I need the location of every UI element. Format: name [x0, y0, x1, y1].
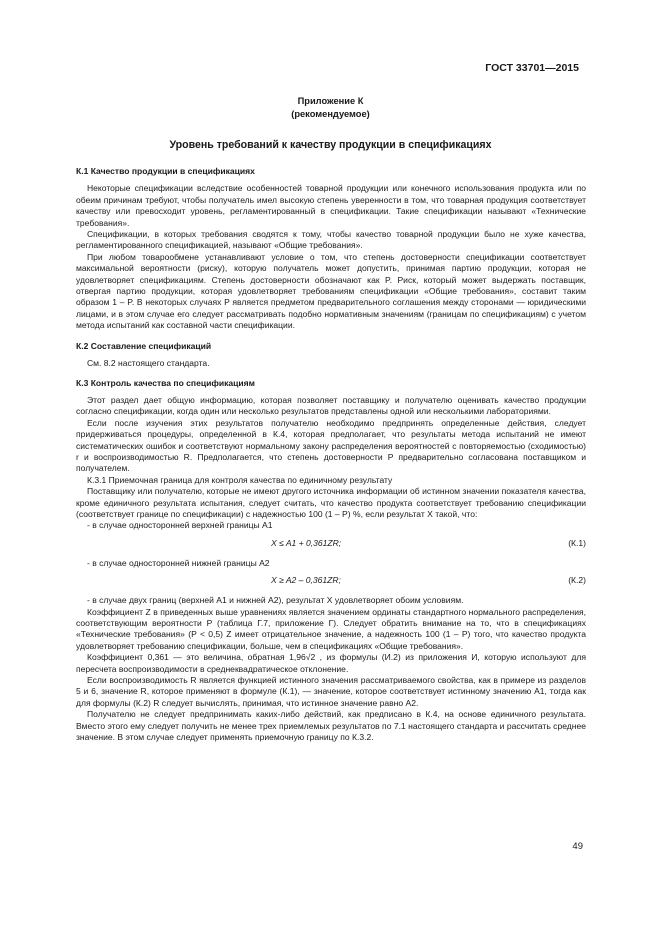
formula-expression: X ≥ A2 – 0,361ZR;	[271, 575, 341, 586]
paragraph: - в случае двух границ (верхней A1 и нижней A2), результат X удовлетворяет обоим условиям.	[87, 595, 464, 606]
section-heading-k3: К.3 Контроль качества по спецификациям	[76, 377, 255, 388]
appendix-heading	[0, 95, 661, 121]
document-body	[76, 166, 586, 743]
formula-number: (К.1)	[568, 537, 586, 548]
paragraph: Этот раздел дает общую информацию, которая позволяет поставщику и получателю оценивать качество продукции согласно спецификации, когда один или несколько результатов представлены одной или несколькими лабораториями.	[76, 394, 586, 417]
paragraph: См. 8.2 настоящего стандарта.	[87, 358, 210, 369]
formula-k2	[76, 569, 586, 595]
paragraph: Коэффициент Z в приведенных выше уравнениях является значением ординаты стандартного нормального распределения, соответствующим вероятности P (таблица Г.7, приложение Г). Следует обратить внимание на то, что в спецификациях «Технические требования» (P < 0,5) Z имеет отрицательное значение, а надежность 100 (1 – P) того, что качество продукта удовлетворяет требованию спецификации, больше, чем в спецификациях «Общие требования».	[76, 606, 586, 651]
section-heading-k1: К.1 Качество продукции в спецификациях	[76, 166, 255, 176]
paragraph: Поставщику или получателю, которые не имеют другого источника информации об истинном значении показателя качества, кроме единичного результата испытания, следует считать, что качество продукта соответствует требованию спецификации (соответствует границе по спецификации) с надежностью 100 (1 – P) %, если результат X такой, что:	[76, 486, 586, 519]
paragraph: При любом товарообмене устанавливают условие о том, что степень достоверности спецификации соответствует максимальной вероятности (риску), которую получатель может допустить, принимая партию продукции, которая не удовлетворяет спецификациям. Степень достоверности обозначают как P. Риск, который может выдержать поставщик, отвергая партию продукции, которая удовлетворяет требованиям спецификации «Общие требования», составит таким образом 1 – P. В некоторых случаях P является предметом предварительного соглашения между сторонами — юридическими лицами, и в этом случае его следует рассматривать подобно нормативным значениям (границам по спецификациям) с учетом метода испытаний как составной части спецификации.	[76, 251, 586, 331]
appendix-status: (рекомендуемое)	[291, 109, 370, 119]
paragraph: Если после изучения этих результатов получателю необходимо предпринять определенные действия, следует придерживаться процедуры, определенной в К.4, которая предполагает, что результаты метода испытаний не имеют систематических ошибок и соответствуют нормальному закону распределения вероятностей с повторяемостью (сходимостью) r и воспроизводимостью R. Предполагается, что степень достоверности P предварительно согласована поставщиком и получателем.	[76, 417, 586, 474]
page-title: Уровень требований к качеству продукции в спецификациях	[169, 139, 492, 151]
paragraph: Коэффициент 0,361 — это величина, обратная 1,96√2 , из формулы (И.2) из приложения И, которую используют для пересчета воспроизводимости в среднеквадратическое отклонение.	[76, 652, 586, 674]
bound-label-lower: - в случае односторонней нижней границы A2	[87, 557, 270, 568]
paragraph: Некоторые спецификации вследствие особенностей товарной продукции или конечного использования продукта или по обеим причинам требуют, чтобы получатель имел высокую степень уверенности в том, что товарная продукция соответствует качеству или превосходит уровень, регламентированный в спецификации. Такие спецификации называют «Технические требования».	[76, 183, 586, 228]
subsection-heading: К.3.1 Приемочная граница для контроля качества по единичному результату	[87, 474, 393, 485]
document-code: ГОСТ 33701—2015	[485, 62, 579, 74]
section-heading-k2: К.2 Составление спецификаций	[76, 340, 212, 351]
formula-number: (К.2)	[568, 575, 586, 586]
paragraph: Получателю не следует предпринимать каких-либо действий, как предписано в К.4, на основе единичного результата. Вместо этого ему следует получить не менее трех приемлемых результатов по 7.1 настоящего стандарта и рассчитать среднее значение. В этом случае следует применять приемочную границу по К.3.2.	[76, 709, 586, 743]
paragraph: Спецификации, в которых требования сводятся к тому, чтобы качество товарной продукции было не хуже качества, регламентированного спецификацией, называют «Общие требования».	[76, 229, 586, 251]
paragraph: Если воспроизводимость R является функцией истинного значения рассматриваемого свойства, как в примере из разделов 5 и 6, значение R, которое применяют в формуле (К.1), — значение, которое соответствует истинному значению A1, тогда как для формулы (К.2) R следует вычислять, принимая, что истинное значение равно A2.	[76, 675, 586, 708]
page-number: 49	[572, 841, 583, 852]
appendix-label: Приложение К	[297, 96, 364, 106]
formula-expression: X ≤ A1 + 0,361ZR;	[271, 537, 342, 548]
bound-label-upper: - в случае односторонней верхней границы A1	[87, 520, 273, 531]
formula-k1	[76, 532, 586, 558]
